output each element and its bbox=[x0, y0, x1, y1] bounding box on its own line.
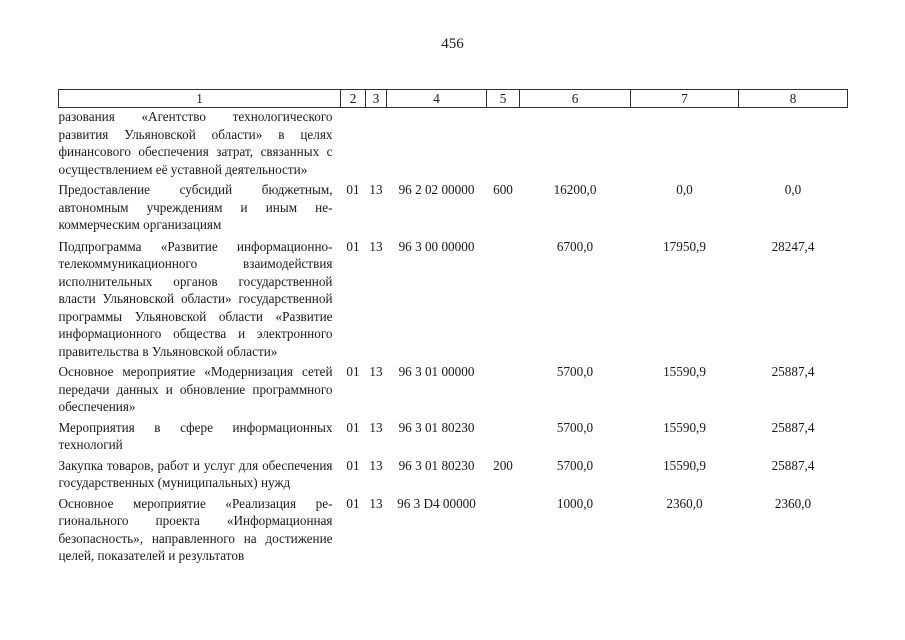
row-expense-type bbox=[487, 238, 520, 364]
row-amount-3: 25887,4 bbox=[771, 457, 815, 473]
row-amount-1: 16200,0 bbox=[553, 182, 597, 197]
row-amount-1: 5700,0 bbox=[556, 364, 594, 379]
row-amount-1: 5700,0 bbox=[556, 457, 594, 473]
budget-table bbox=[58, 89, 848, 565]
row-section: 01 bbox=[346, 457, 360, 473]
row-amount-3: 28247,4 bbox=[771, 238, 815, 254]
row-section: 01 bbox=[346, 238, 360, 254]
row-subsection: 13 bbox=[369, 364, 383, 379]
row-amount-2: 0,0 bbox=[676, 182, 693, 197]
row-amount-2: 17950,9 bbox=[663, 238, 706, 254]
header-col-7: 7 bbox=[631, 90, 739, 108]
table-row bbox=[59, 419, 848, 457]
page-number: 456 bbox=[441, 36, 464, 52]
row-subsection: 13 bbox=[369, 419, 383, 435]
row-target-article bbox=[387, 108, 487, 182]
table-row bbox=[59, 181, 848, 238]
row-target-article: 96 3 00 00000 bbox=[398, 238, 475, 254]
header-col-4: 4 bbox=[387, 90, 487, 108]
row-target-article: 96 3 01 00000 bbox=[398, 364, 475, 379]
row-name: разования «Агентство технологического развития Ульяновской области» в целях финансового обеспечения затрат, связанных с осуществлением её уставной деятельности» bbox=[58, 109, 333, 177]
row-name: Закупка товаров, работ и услуг для обеспечения государственных (муниципальных) нужд bbox=[58, 457, 333, 490]
row-section: 01 bbox=[346, 182, 360, 197]
row-target-article: 96 3 01 80230 bbox=[398, 457, 475, 473]
row-amount-2: 2360,0 bbox=[666, 495, 703, 511]
row-name: Подпрограмма «Развитие информационно-телекоммуникационного взаимодействия исполнительных органов государственной власти Ульяновской области» государственной программы Ульяновской области «Развитие информационного общества и электронного правительства в Ульяновской области» bbox=[58, 238, 333, 359]
row-section bbox=[341, 108, 366, 182]
row-amount-3: 0,0 bbox=[784, 182, 802, 197]
row-amount-3: 25887,4 bbox=[771, 419, 815, 435]
row-amount-2 bbox=[631, 108, 739, 182]
row-expense-type bbox=[487, 495, 520, 565]
row-subsection bbox=[366, 108, 387, 182]
table-row bbox=[59, 108, 848, 182]
row-target-article: 96 3 01 80230 bbox=[398, 419, 475, 435]
row-name: Мероприятия в сфере информационных технологий bbox=[58, 419, 333, 452]
row-section: 01 bbox=[346, 495, 360, 511]
table-row bbox=[59, 363, 848, 419]
header-col-5: 5 bbox=[487, 90, 520, 108]
row-section: 01 bbox=[346, 364, 360, 379]
row-expense-type: 200 bbox=[493, 457, 513, 473]
header-col-1: 1 bbox=[59, 90, 341, 108]
row-amount-1: 5700,0 bbox=[556, 419, 594, 435]
row-section: 01 bbox=[346, 419, 360, 435]
header-col-6: 6 bbox=[520, 90, 631, 108]
header-col-3: 3 bbox=[366, 90, 387, 108]
row-name: Предоставление субсидий бюджетным, автономным учреждениям и иным некоммерческим организациям bbox=[58, 182, 333, 232]
row-amount-3: 2360,0 bbox=[774, 495, 812, 511]
header-row bbox=[59, 90, 848, 108]
row-expense-type bbox=[487, 419, 520, 457]
row-subsection: 13 bbox=[369, 495, 383, 511]
table-row bbox=[59, 238, 848, 364]
row-amount-2: 15590,9 bbox=[663, 457, 706, 473]
row-amount-3 bbox=[739, 108, 848, 182]
table-row bbox=[59, 457, 848, 495]
row-expense-type bbox=[487, 108, 520, 182]
row-target-article: 96 3 D4 00000 bbox=[397, 495, 476, 511]
row-expense-type: 600 bbox=[493, 182, 513, 197]
row-subsection: 13 bbox=[369, 182, 383, 197]
row-expense-type bbox=[487, 363, 520, 419]
row-name: Основное мероприятие «Модернизация сетей передачи данных и обновление программного обеспечения» bbox=[58, 364, 333, 414]
row-subsection: 13 bbox=[369, 238, 383, 254]
row-amount-2: 15590,9 bbox=[663, 419, 706, 435]
row-subsection: 13 bbox=[369, 457, 383, 473]
header-col-2: 2 bbox=[341, 90, 366, 108]
header-col-8: 8 bbox=[739, 90, 848, 108]
row-name: Основное мероприятие «Реализация регионального проекта «Информационная безопасность», направленного на достижение целей, показателей и результатов bbox=[58, 495, 333, 563]
row-target-article: 96 2 02 00000 bbox=[398, 182, 475, 197]
row-amount-3: 25887,4 bbox=[771, 364, 815, 379]
row-amount-1 bbox=[520, 108, 631, 182]
row-amount-2: 15590,9 bbox=[663, 364, 706, 379]
row-amount-1: 6700,0 bbox=[556, 238, 594, 254]
row-amount-1: 1000,0 bbox=[556, 495, 594, 511]
table-row bbox=[59, 495, 848, 565]
